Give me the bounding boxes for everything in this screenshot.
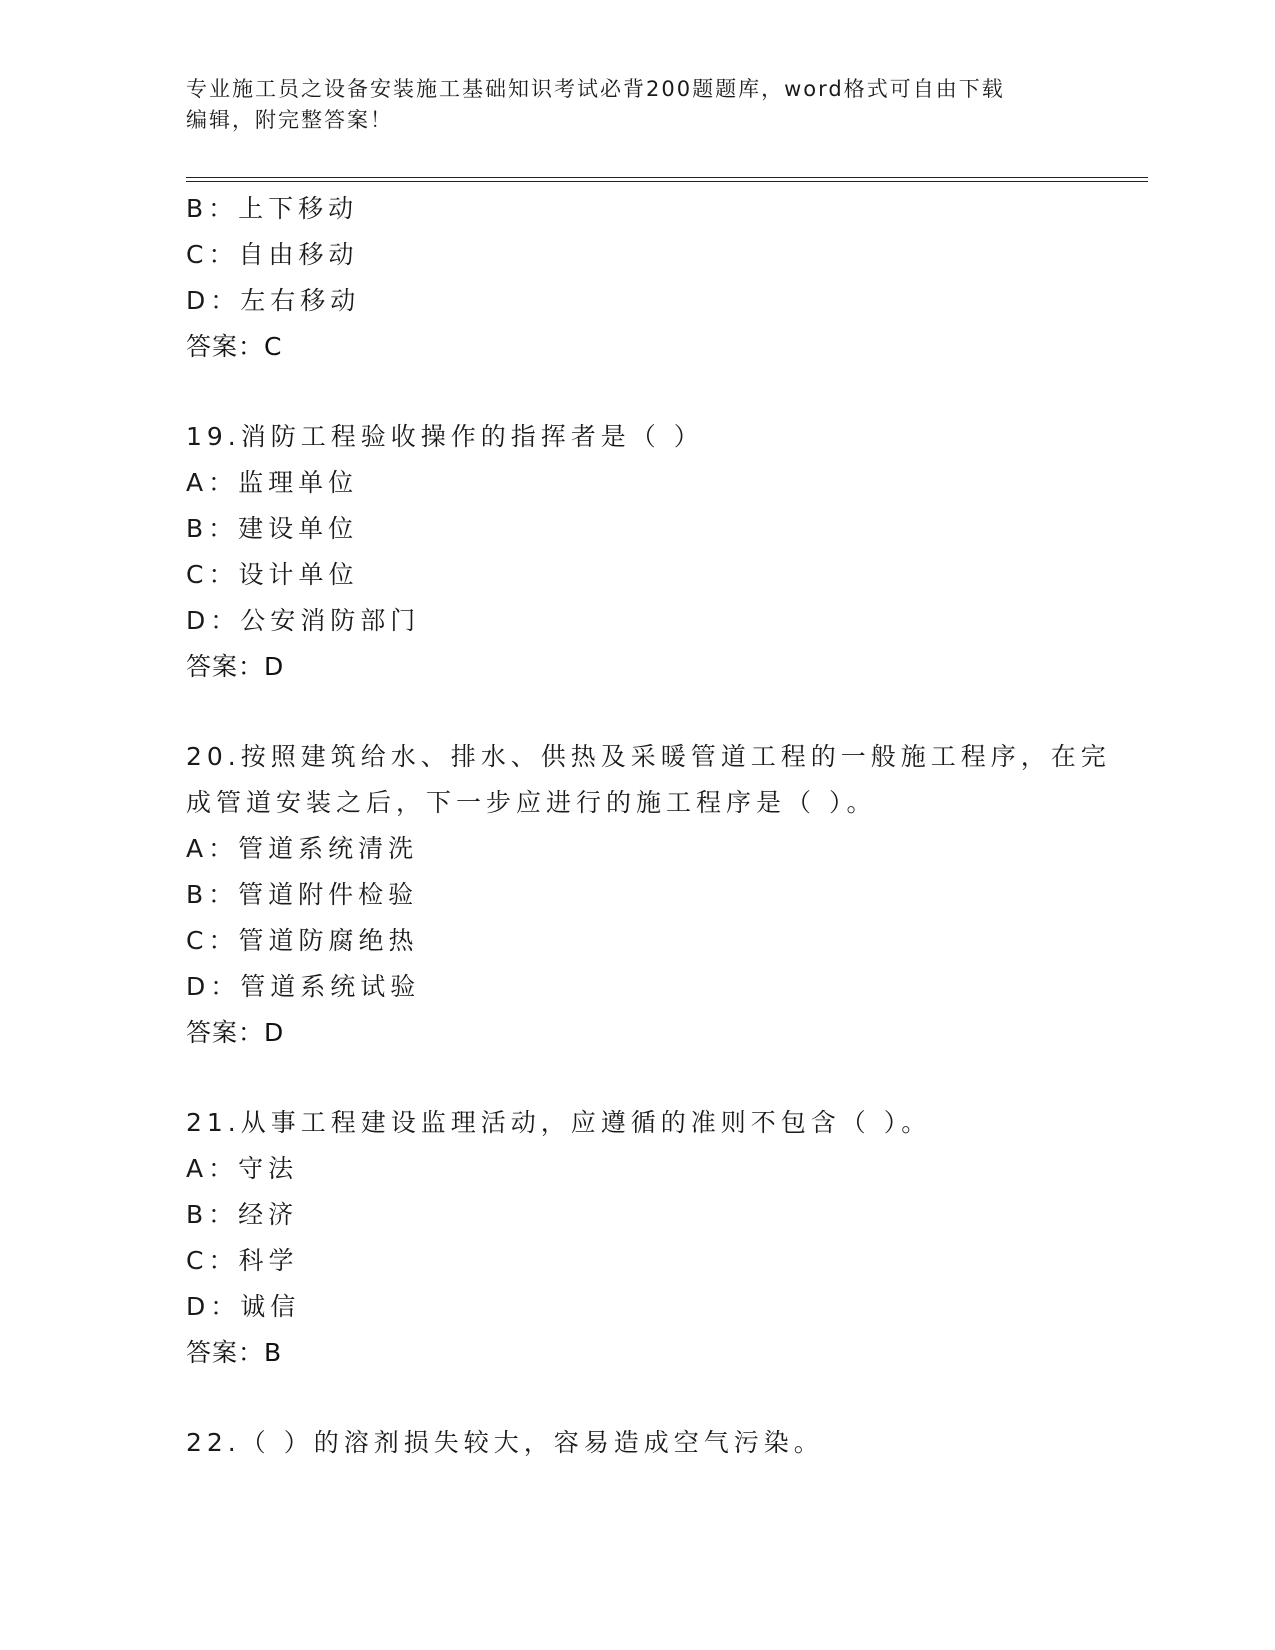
question-text: 22.（ ）的溶剂损失较大，容易造成空气污染。 — [186, 1428, 824, 1457]
option-d: D：公安消防部门 — [186, 606, 421, 635]
option-c: C：设计单位 — [186, 560, 359, 589]
spacer — [186, 1376, 1086, 1420]
question-21-block — [186, 1100, 1086, 1376]
answer: 答案：D — [186, 652, 285, 681]
question-18-block — [186, 186, 1086, 370]
option-c: C：管道防腐绝热 — [186, 926, 419, 955]
question-list — [186, 186, 1111, 1466]
question-22-block — [186, 1420, 1086, 1466]
option-a: A：监理单位 — [186, 468, 359, 497]
header-line-1: 专业施工员之设备安装施工基础知识考试必背200题题库，word格式可自由下载 — [186, 77, 1005, 101]
header-divider-bottom — [186, 181, 1148, 182]
answer: 答案：D — [186, 1018, 285, 1047]
option-a: A：守法 — [186, 1154, 299, 1183]
spacer — [186, 690, 1086, 734]
option-b: B：上下移动 — [186, 194, 359, 223]
question-text: 19.消防工程验收操作的指挥者是（ ） — [186, 422, 704, 451]
answer: 答案：C — [186, 332, 283, 361]
option-b: B：管道附件检验 — [186, 880, 419, 909]
option-b: B：建设单位 — [186, 514, 359, 543]
question-19-block — [186, 414, 1086, 690]
option-d: D：诚信 — [186, 1292, 301, 1321]
header-divider-top — [186, 177, 1148, 178]
question-20-block — [186, 734, 1111, 1056]
question-text: 21.从事工程建设监理活动，应遵循的准则不包含（ ）。 — [186, 1108, 932, 1137]
question-text-line-2: 成管道安装之后，下一步应进行的施工程序是（ ）。 — [186, 788, 877, 817]
spacer — [186, 1056, 1086, 1100]
answer: 答案：B — [186, 1338, 283, 1367]
option-d: D：管道系统试验 — [186, 972, 421, 1001]
option-c: C：自由移动 — [186, 240, 359, 269]
option-c: C：科学 — [186, 1246, 299, 1275]
option-b: B：经济 — [186, 1200, 299, 1229]
option-d: D：左右移动 — [186, 286, 361, 315]
header-line-2: 编辑，附完整答案！ — [186, 108, 393, 132]
question-text-line-1: 20.按照建筑给水、排水、供热及采暖管道工程的一般施工程序，在完 — [186, 742, 1111, 771]
option-a: A：管道系统清洗 — [186, 834, 419, 863]
document-header — [186, 74, 1066, 136]
spacer — [186, 370, 1086, 414]
